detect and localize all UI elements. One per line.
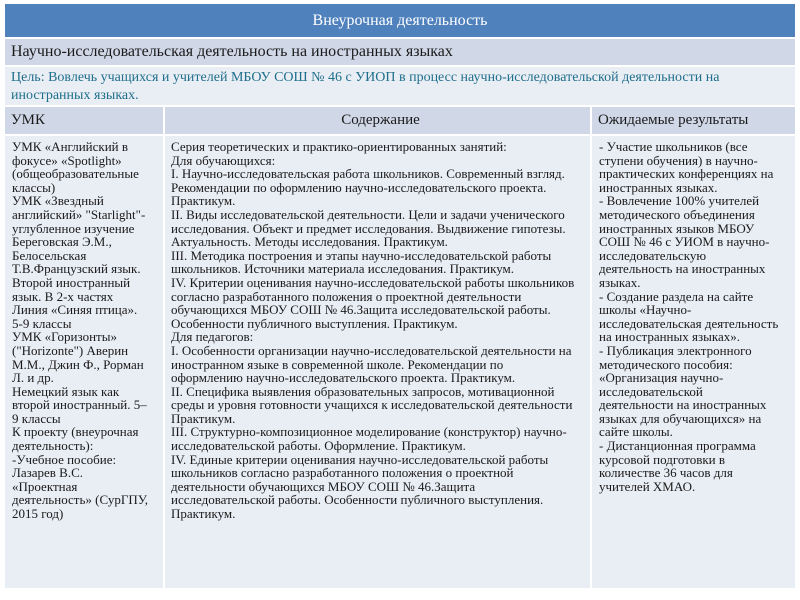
results-line: количестве 36 часов для: [599, 465, 733, 481]
results-line: ступени обучения) в научно-: [599, 152, 758, 168]
table-title: Внеурочная деятельность: [5, 4, 795, 39]
content-line: обучающихся МБОУ СОШ № 46.Защита исследовательской работы.: [171, 302, 551, 318]
content-line: школьников. Источники материала исследования. Практикум.: [171, 261, 515, 277]
results-line: деятельность на иностранных: [599, 261, 766, 277]
header-results: Ожидаемые результаты: [598, 112, 749, 128]
results-line: иностранных языках.: [599, 179, 718, 195]
umk-line: 2015 год): [12, 506, 64, 522]
content-line: III. Структурно-композиционное моделирование (конструктор) научно-: [171, 424, 567, 440]
activity-table: [5, 4, 795, 588]
content-line: IV. Единые критерии оценивания научно-исследовательской работы: [171, 451, 549, 467]
umk-line: 9 классы: [12, 410, 61, 426]
content-line: Серия теоретических и практико-ориентированных занятий:: [171, 139, 507, 154]
umk-line: деятельность):: [12, 438, 94, 454]
content-line: иностранном языке в современной школе. Рекомендации по: [171, 356, 504, 372]
results-line: исследовательскую: [599, 247, 707, 263]
content-line: Особенности публичного выступления. Практикум.: [171, 315, 458, 331]
umk-line: (общеобразовательные: [12, 166, 139, 182]
header-umk: УМК: [5, 107, 165, 134]
results-line: практических конференциях на: [599, 166, 774, 182]
umk-line: язык. В 2-х частях: [12, 288, 114, 304]
results-line: - Публикация электронного: [599, 342, 752, 358]
content-line: Практикум.: [171, 506, 236, 522]
table-body-row: [5, 136, 795, 588]
content-line: Практикум.: [171, 193, 236, 209]
content-line: школьников согласно разработанного положения о проектной: [171, 465, 514, 481]
umk-line: Немецкий язык как: [12, 383, 120, 399]
umk-line: «Проектная: [12, 478, 78, 494]
results-line: методического объединения: [599, 206, 755, 222]
content-line: исследовательской работы. Особенности публичного выступления.: [171, 492, 544, 508]
content-line: Практикум.: [171, 410, 236, 426]
content-line: среды и уровня готовности учащихся к исследовательской деятельности: [171, 397, 573, 413]
umk-line: Белосельская: [12, 247, 87, 263]
umk-line: УМК «Горизонты»: [12, 329, 117, 345]
header-content: Содержание: [165, 107, 592, 134]
results-line: языках.: [599, 274, 641, 290]
content-line: деятельности обучающихся МБОУ СОШ № 46.Защита: [171, 478, 476, 494]
umk-line: Линия «Синяя птица».: [12, 302, 138, 318]
umk-line: фокусе» «Spotlight»: [12, 152, 122, 168]
umk-line: деятельность» (СурГПУ,: [12, 492, 149, 508]
results-line: курсовой подготовки в: [599, 451, 726, 467]
table-subtitle: Научно-исследовательская деятельность на иностранных языках: [5, 39, 795, 67]
umk-line: К проекту (внеурочная: [12, 424, 139, 440]
content-line: исследовательской работы. Оформление. Практикум.: [171, 438, 466, 454]
content-cell: [165, 136, 592, 588]
umk-line: -Учебное пособие:: [12, 451, 117, 467]
umk-cell: [5, 136, 165, 588]
content-line: Актуальность. Методы исследования. Практикум.: [171, 234, 448, 250]
content-line: Для педагогов:: [171, 329, 254, 345]
results-line: методического пособия:: [599, 356, 733, 372]
umk-line: ("Horizonte") Аверин: [12, 342, 129, 358]
umk-line: английский» "Starlight"-: [12, 206, 146, 222]
umk-line: М.М., Джин Ф., Рорман: [12, 356, 144, 372]
results-line: сайте школы.: [599, 424, 673, 440]
umk-line: Лазарев В.С.: [12, 465, 83, 481]
umk-line: классы): [12, 179, 56, 195]
content-line: согласно разработанного положения о проектной деятельности: [171, 288, 522, 304]
content-line: IV. Критерии оценивания научно-исследовательской работы школьников: [171, 274, 575, 290]
content-line: Для обучающихся:: [171, 152, 276, 168]
header-row: [5, 107, 795, 136]
results-line: исследовательская деятельность: [599, 315, 779, 331]
results-line: иностранных языков МБОУ: [599, 220, 755, 236]
umk-line: Береговская Э.М.,: [12, 234, 112, 250]
results-line: языках для обучающихся» на: [599, 410, 762, 426]
content-line: I. Научно-исследовательская работа школьников. Современный взгляд.: [171, 166, 565, 182]
content-line: III. Методика построения и этапы научно-исследовательской работы: [171, 247, 552, 263]
umk-line: Т.В.Французский язык.: [12, 261, 141, 277]
umk-line: УМК «Английский в: [12, 139, 128, 154]
results-line: - Дистанционная программа: [599, 438, 756, 454]
umk-line: второй иностранный. 5–: [12, 397, 147, 413]
umk-line: углубленное изучение: [12, 220, 135, 236]
results-line: СОШ № 46 с УИОМ в научно-: [599, 234, 770, 250]
results-line: - Вовлечение 100% учителей: [599, 193, 760, 209]
content-line: II. Виды исследовательской деятельности. Цели и задачи ученического: [171, 206, 565, 222]
umk-line: УМК «Звездный: [12, 193, 104, 209]
goal-text: Цель: Вовлечь учащихся и учителей МБОУ СОШ № 46 с УИОП в процесс научно-исследовательской деятельности на иностранных языках.: [5, 67, 795, 107]
umk-line: 5-9 классы: [12, 315, 72, 331]
content-line: исследования. Объект и предмет исследования. Выдвижение гипотезы.: [171, 220, 566, 236]
content-line: Рекомендации по оформлению научно-исследовательского проекта.: [171, 179, 547, 195]
results-line: учителей ХМАО.: [599, 478, 696, 494]
umk-line: Л. и др.: [12, 370, 54, 386]
results-line: деятельности на иностранных: [599, 397, 767, 413]
results-line: - Создание раздела на сайте: [599, 288, 754, 304]
content-line: I. Особенности организации научно-исследовательской деятельности на: [171, 342, 572, 358]
results-line: на иностранных языках».: [599, 329, 740, 345]
results-cell: [592, 136, 795, 588]
content-line: оформлению научно-исследовательского проекта. Практикум.: [171, 370, 516, 386]
results-line: «Организация научно-: [599, 370, 724, 386]
content-line: II. Специфика выявления образовательных запросов, мотивационной: [171, 383, 555, 399]
umk-line: Второй иностранный: [12, 274, 131, 290]
results-line: - Участие школьников (все: [599, 139, 748, 154]
results-line: исследовательской: [599, 383, 703, 399]
results-line: школы «Научно-: [599, 302, 692, 318]
